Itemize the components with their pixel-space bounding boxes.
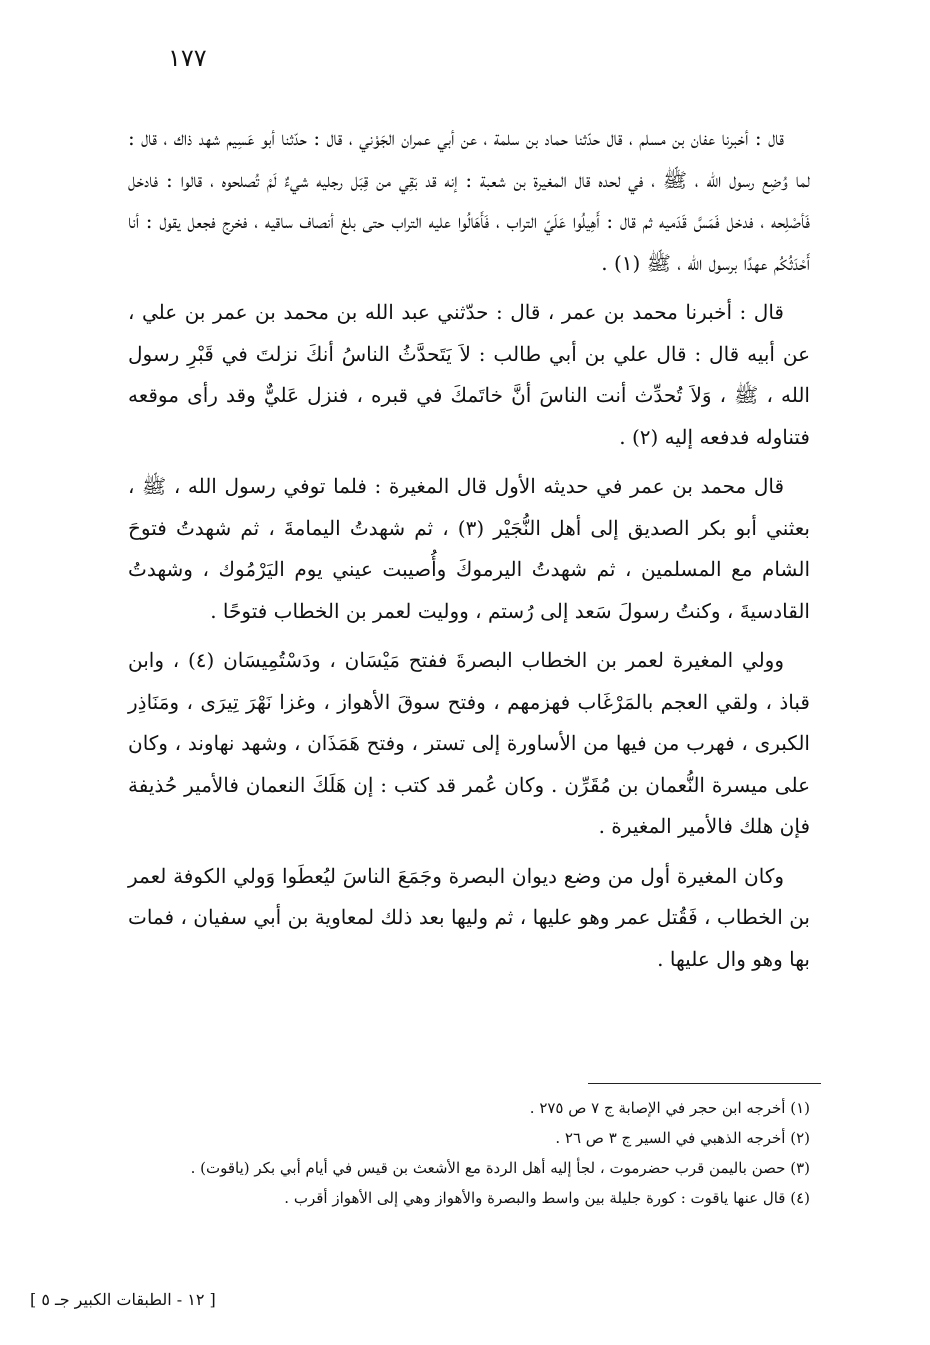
paragraph-5: وكان المغيرة أول من وضع ديوان البصرة وجَمَعَ الناسَ ليُعطَوا وَولي الكوفة لعمر بن الخطاب ، فَقُتل عمر وهو عليها ، ثم وليها بعد ذلك لمعاوية بن أبي سفيان ، فمات بها وهو وال عليها . (128, 863, 810, 971)
footnote-4: (٤) قال عنها ياقوت : كورة جليلة بين واسط والبصرة والأهواز وهي إلى الأهواز أقرب . (284, 1189, 810, 1207)
footnote-3: (٣) حصن باليمن قرب حضرموت ، لجأ إليه أهل الردة مع الأشعث بن قيس في أيام أبي بكر (ياقوت) . (190, 1159, 810, 1177)
main-text (128, 118, 810, 988)
paragraph-1: قال : أخبرنا عفان بن مسلم ، قال حدّثنا حماد بن سلمة ، عن أبي عمران الجَوْني ، قال : حدّثنا أبو عَسِيم شهد ذاك ، قال : لما وُضِع رسول الله ، ﷺ ، في لحده قال المغيرة بن شعبة : إنه قد بَقِي من قِبَل رجليه شيءٌ لَمْ تُصلحوه ، قالوا : فادخل فَأصْلِحه ، فدخل فَمَسَّ قَدَميه ثم قال : أَهِيلُوا عَلَيّ التراب ، فَأَهَالُوا عليه التراب حتى بلغ أنصاف ساقيه ، فخرج فجعل يقول : أنا أَحْدَثُكُم عهدًا برسول الله ، ﷺ (١) . (128, 126, 810, 275)
paragraph-4: وولي المغيرة لعمر بن الخطاب البصرةَ ففتح مَيْسَان ، ودَسْتُمِيسَان (٤) ، وابن قباذ ، ولقي العجم بالمَرْغَاب فهزمهم ، وفتح سوقَ الأهواز ، وغزا نَهْرَ تِيرَى ، ومَنَاذِر الكبرى ، فهرب من فيها من الأساورة إلى تستر ، وفتح هَمَذَان ، وشهد نهاوند ، وكان على ميسرة النُّعمان بن مُقَرِّن . وكان عُمر قد كتب : إن هَلَكَ النعمان فالأمير حُذيفة فإن هلك فالأمير المغيرة . (128, 648, 810, 838)
footnotes (120, 1093, 810, 1213)
footnote-1: (١) أخرجه ابن حجر في الإصابة ج ٧ ص ٢٧٥ . (529, 1099, 810, 1117)
paragraph-3: قال محمد بن عمر في حديثه الأول قال المغيرة : فلما توفي رسول الله ، ﷺ ، بعثني أبو بكر الصديق إلى أهل النُّجَيْر (٣) ، ثم شهدتُ اليمامةَ ، ثم شهدتُ فتوحَ الشام مع المسلمين ، ثم شهدتُ اليرموكَ وأُصيبت عيني يوم اليَرْمُوك ، وشهدتُ القادسيةَ ، وكنتُ رسولَ سَعد إلى رُستم ، ووليت لعمر بن الخطاب فتوحًا . (128, 474, 810, 623)
page-signature: [ ١٢ - الطبقات الكبير جـ ٥ ] (30, 1290, 216, 1309)
footnote-2: (٢) أخرجه الذهبي في السير ج ٣ ص ٢٦ . (555, 1129, 810, 1147)
footnote-separator (588, 1083, 821, 1084)
page-number: ١٧٧ (168, 44, 207, 72)
paragraph-2: قال : أخبرنا محمد بن عمر ، قال : حدّثني عبد الله بن محمد بن عمر بن علي ، عن أبيه قال : قال علي بن أبي طالب : لاَ يَتَحدَّثُ الناسُ أنكَ نزلتَ في قَبْرِ رسول الله ، ﷺ ، وَلاَ تُحدِّث أنت الناسَ أنَّ خاتَمكَ في قبره ، فنزل عَليٌّ وقد رأى موقعه فتناوله فدفعه إليه (٢) . (128, 300, 810, 449)
